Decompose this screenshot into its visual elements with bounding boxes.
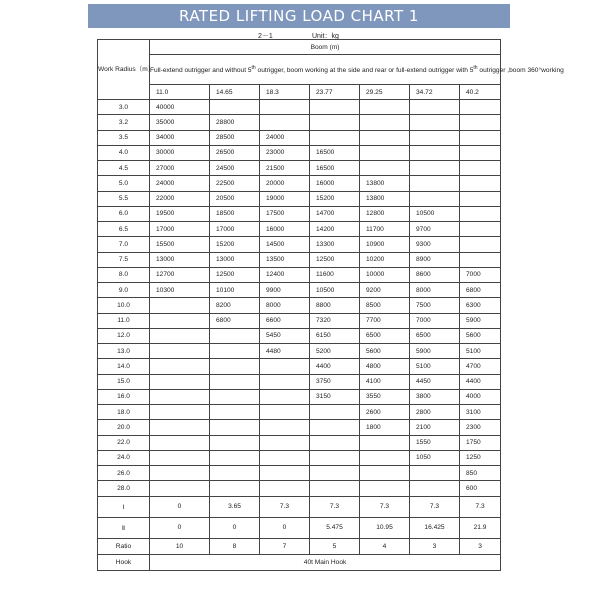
table-row — [98, 206, 501, 221]
load-cell — [410, 115, 460, 130]
load-cell — [360, 481, 410, 496]
load-cell — [210, 435, 260, 450]
load-cell: 4000 — [460, 389, 501, 404]
load-cell: 7320 — [310, 313, 360, 328]
load-cell — [460, 115, 501, 130]
boom-length-cell: 11.0 — [150, 85, 210, 100]
load-cell — [410, 130, 460, 145]
telescope-cell: 5.475 — [310, 517, 360, 538]
table-row — [98, 130, 501, 145]
load-cell — [210, 374, 260, 389]
working-condition-header: Full-extend outrigger and without 5th outrigger, boom working at the side and rear or full-extend outrigger with 5th outrigger ,boom 360°working — [150, 55, 501, 85]
load-cell: 22500 — [210, 176, 260, 191]
load-cell: 6600 — [260, 313, 310, 328]
hook-label: Hook — [98, 554, 150, 570]
load-cell: 5100 — [410, 359, 460, 374]
load-cell — [150, 344, 210, 359]
load-cell: 1050 — [410, 450, 460, 465]
load-cell: 22000 — [150, 191, 210, 206]
load-cell — [360, 435, 410, 450]
table-row — [98, 298, 501, 313]
load-cell: 9900 — [260, 283, 310, 298]
radius-cell: 6.0 — [98, 206, 150, 221]
load-cell — [410, 481, 460, 496]
ratio-cell: 8 — [210, 538, 260, 554]
table-row — [98, 481, 501, 496]
load-cell: 12500 — [310, 252, 360, 267]
ratio-cell: 4 — [360, 538, 410, 554]
radius-cell: 26.0 — [98, 466, 150, 481]
table-row — [98, 145, 501, 160]
load-cell: 9700 — [410, 222, 460, 237]
load-cell: 16500 — [310, 145, 360, 160]
load-cell: 7000 — [410, 313, 460, 328]
load-cell: 4100 — [360, 374, 410, 389]
ratio-row — [98, 538, 501, 554]
load-cell: 15200 — [310, 191, 360, 206]
load-cell: 2300 — [460, 420, 501, 435]
radius-header: Work Radius（m） — [98, 40, 150, 100]
load-cell: 11700 — [360, 222, 410, 237]
telescope-row — [98, 517, 501, 538]
boom-header: Boom (m) — [150, 40, 501, 55]
load-cell — [360, 130, 410, 145]
table-row — [98, 191, 501, 206]
load-cell: 16000 — [260, 222, 310, 237]
telescope-row — [98, 496, 501, 517]
load-cell — [150, 450, 210, 465]
load-cell: 5900 — [460, 313, 501, 328]
table-row — [98, 222, 501, 237]
load-cell: 8600 — [410, 267, 460, 282]
table-row — [98, 283, 501, 298]
load-cell: 17000 — [210, 222, 260, 237]
table-row — [98, 405, 501, 420]
load-cell: 15500 — [150, 237, 210, 252]
load-cell: 12800 — [360, 206, 410, 221]
load-cell — [460, 252, 501, 267]
radius-cell: 13.0 — [98, 344, 150, 359]
load-cell: 5200 — [310, 344, 360, 359]
table-row — [98, 267, 501, 282]
load-cell — [210, 466, 260, 481]
hook-value: 40t Main Hook — [150, 554, 501, 570]
load-cell: 13000 — [210, 252, 260, 267]
load-cell: 6300 — [460, 298, 501, 313]
telescope-cell: 7.3 — [410, 496, 460, 517]
load-cell — [150, 435, 210, 450]
load-cell: 7000 — [460, 267, 501, 282]
load-cell — [360, 145, 410, 160]
table-row — [98, 328, 501, 343]
telescope-cell: 10.95 — [360, 517, 410, 538]
telescope-cell: 3.65 — [210, 496, 260, 517]
load-cell: 34000 — [150, 130, 210, 145]
telescope-cell: 0 — [210, 517, 260, 538]
load-cell: 5600 — [460, 328, 501, 343]
table-row — [98, 252, 501, 267]
radius-cell: 5.5 — [98, 191, 150, 206]
load-cell: 10500 — [310, 283, 360, 298]
load-cell — [260, 405, 310, 420]
load-cell — [360, 450, 410, 465]
load-cell: 1750 — [460, 435, 501, 450]
load-cell — [260, 359, 310, 374]
table-row — [98, 344, 501, 359]
boom-length-cell: 34.72 — [410, 85, 460, 100]
load-cell: 4400 — [310, 359, 360, 374]
load-cell: 30000 — [150, 145, 210, 160]
ratio-cell: 3 — [410, 538, 460, 554]
load-cell — [210, 344, 260, 359]
load-cell — [150, 420, 210, 435]
load-cell: 28500 — [210, 130, 260, 145]
load-cell: 23000 — [260, 145, 310, 160]
load-cell — [260, 420, 310, 435]
table-row — [98, 115, 501, 130]
table-row — [98, 359, 501, 374]
load-cell — [460, 176, 501, 191]
load-cell — [210, 359, 260, 374]
load-cell: 1250 — [460, 450, 501, 465]
load-cell — [410, 100, 460, 115]
load-cell: 600 — [460, 481, 501, 496]
load-cell — [460, 237, 501, 252]
load-cell: 35000 — [150, 115, 210, 130]
boom-length-cell: 14.65 — [210, 85, 260, 100]
radius-cell: 28.0 — [98, 481, 150, 496]
telescope-label: Ⅱ — [98, 517, 150, 538]
hook-row — [98, 554, 501, 570]
load-cell: 10200 — [360, 252, 410, 267]
load-cell: 15200 — [210, 237, 260, 252]
radius-cell: 8.0 — [98, 267, 150, 282]
load-cell — [410, 466, 460, 481]
load-cell: 24500 — [210, 161, 260, 176]
boom-length-cell: 40.2 — [460, 85, 501, 100]
load-cell: 20500 — [210, 191, 260, 206]
load-cell: 13000 — [150, 252, 210, 267]
boom-length-cell: 29.25 — [360, 85, 410, 100]
radius-cell: 11.0 — [98, 313, 150, 328]
telescope-cell: 0 — [150, 517, 210, 538]
boom-length-cell: 23.77 — [310, 85, 360, 100]
load-cell — [150, 313, 210, 328]
load-cell — [460, 161, 501, 176]
load-cell — [210, 420, 260, 435]
load-cell: 6800 — [210, 313, 260, 328]
radius-cell: 4.0 — [98, 145, 150, 160]
load-cell — [150, 328, 210, 343]
load-cell — [460, 130, 501, 145]
load-cell: 5900 — [410, 344, 460, 359]
load-cell: 10500 — [410, 206, 460, 221]
load-cell: 10000 — [360, 267, 410, 282]
telescope-cell: 21.9 — [460, 517, 501, 538]
load-cell: 4800 — [360, 359, 410, 374]
load-cell: 17500 — [260, 206, 310, 221]
load-cell: 11600 — [310, 267, 360, 282]
load-cell: 7500 — [410, 298, 460, 313]
load-cell: 8500 — [360, 298, 410, 313]
load-cell — [310, 405, 360, 420]
load-cell — [410, 191, 460, 206]
load-cell: 16500 — [310, 161, 360, 176]
load-cell: 6150 — [310, 328, 360, 343]
load-cell: 850 — [460, 466, 501, 481]
radius-cell: 22.0 — [98, 435, 150, 450]
load-cell — [210, 405, 260, 420]
load-cell — [150, 298, 210, 313]
load-cell: 4450 — [410, 374, 460, 389]
load-cell: 2600 — [360, 405, 410, 420]
load-cell: 5100 — [460, 344, 501, 359]
load-cell: 3150 — [310, 389, 360, 404]
table-row — [98, 100, 501, 115]
table-row — [98, 237, 501, 252]
ratio-cell: 7 — [260, 538, 310, 554]
table-row — [98, 313, 501, 328]
load-cell — [150, 359, 210, 374]
radius-cell: 3.2 — [98, 115, 150, 130]
load-cell — [410, 161, 460, 176]
load-cell — [410, 176, 460, 191]
load-cell — [360, 100, 410, 115]
load-cell — [150, 374, 210, 389]
load-cell: 26500 — [210, 145, 260, 160]
load-cell: 1550 — [410, 435, 460, 450]
load-cell: 28800 — [210, 115, 260, 130]
load-cell: 4700 — [460, 359, 501, 374]
table-row — [98, 435, 501, 450]
load-cell — [260, 374, 310, 389]
load-cell — [310, 100, 360, 115]
load-cell — [360, 161, 410, 176]
table-row — [98, 176, 501, 191]
radius-cell: 18.0 — [98, 405, 150, 420]
load-cell — [260, 100, 310, 115]
load-cell: 1800 — [360, 420, 410, 435]
telescope-cell: 7.3 — [260, 496, 310, 517]
load-cell — [150, 481, 210, 496]
load-cell: 3100 — [460, 405, 501, 420]
load-cell: 21500 — [260, 161, 310, 176]
load-cell: 5600 — [360, 344, 410, 359]
load-cell — [360, 115, 410, 130]
ratio-cell: 10 — [150, 538, 210, 554]
load-cell — [260, 450, 310, 465]
load-cell: 13500 — [260, 252, 310, 267]
load-cell: 8900 — [410, 252, 460, 267]
load-cell — [210, 328, 260, 343]
radius-cell: 3.5 — [98, 130, 150, 145]
telescope-cell: 7.3 — [310, 496, 360, 517]
load-cell: 40000 — [150, 100, 210, 115]
load-cell: 8000 — [260, 298, 310, 313]
load-cell — [410, 145, 460, 160]
table-row — [98, 420, 501, 435]
telescope-cell: 0 — [260, 517, 310, 538]
load-cell: 12500 — [210, 267, 260, 282]
chart-title-banner — [88, 4, 510, 28]
load-cell: 8800 — [310, 298, 360, 313]
load-cell: 14500 — [260, 237, 310, 252]
radius-cell: 15.0 — [98, 374, 150, 389]
ratio-label: Ratio — [98, 538, 150, 554]
load-cell: 6500 — [410, 328, 460, 343]
radius-cell: 7.5 — [98, 252, 150, 267]
radius-cell: 16.0 — [98, 389, 150, 404]
load-cell: 10900 — [360, 237, 410, 252]
table-row — [98, 450, 501, 465]
telescope-cell: 0 — [150, 496, 210, 517]
table-row — [98, 466, 501, 481]
load-cell: 14700 — [310, 206, 360, 221]
load-cell: 6800 — [460, 283, 501, 298]
telescope-cell: 7.3 — [360, 496, 410, 517]
radius-cell: 12.0 — [98, 328, 150, 343]
load-cell — [210, 100, 260, 115]
load-cell — [460, 100, 501, 115]
load-cell: 18500 — [210, 206, 260, 221]
load-cell — [310, 435, 360, 450]
load-cell: 12400 — [260, 267, 310, 282]
load-cell: 10100 — [210, 283, 260, 298]
load-cell — [460, 206, 501, 221]
load-table-body — [98, 100, 501, 571]
load-cell — [260, 466, 310, 481]
load-cell: 8000 — [410, 283, 460, 298]
load-cell — [460, 191, 501, 206]
load-cell: 3550 — [360, 389, 410, 404]
radius-cell: 4.5 — [98, 161, 150, 176]
load-cell — [460, 145, 501, 160]
load-cell: 12700 — [150, 267, 210, 282]
table-row — [98, 389, 501, 404]
load-cell — [260, 435, 310, 450]
radius-cell: 7.0 — [98, 237, 150, 252]
load-cell: 8200 — [210, 298, 260, 313]
load-cell: 13300 — [310, 237, 360, 252]
load-cell — [150, 466, 210, 481]
load-cell: 2800 — [410, 405, 460, 420]
radius-cell: 6.5 — [98, 222, 150, 237]
ratio-cell: 3 — [460, 538, 501, 554]
load-cell — [310, 420, 360, 435]
load-cell — [260, 115, 310, 130]
load-cell — [310, 481, 360, 496]
load-cell — [210, 389, 260, 404]
load-chart-table — [97, 39, 564, 571]
load-cell: 14200 — [310, 222, 360, 237]
load-cell — [150, 405, 210, 420]
ratio-cell: 5 — [310, 538, 360, 554]
radius-cell: 9.0 — [98, 283, 150, 298]
chart-subline — [0, 31, 600, 39]
load-cell — [310, 115, 360, 130]
load-cell — [460, 222, 501, 237]
load-cell: 13800 — [360, 191, 410, 206]
load-cell: 10300 — [150, 283, 210, 298]
load-cell: 17000 — [150, 222, 210, 237]
load-cell: 20000 — [260, 176, 310, 191]
load-cell: 6500 — [360, 328, 410, 343]
load-cell: 4400 — [460, 374, 501, 389]
load-cell: 4480 — [260, 344, 310, 359]
load-cell: 9300 — [410, 237, 460, 252]
load-cell: 2100 — [410, 420, 460, 435]
load-cell — [360, 466, 410, 481]
telescope-cell: 7.3 — [460, 496, 501, 517]
chart-number: 2－1 — [258, 33, 273, 40]
table-row — [98, 161, 501, 176]
boom-length-row — [98, 85, 501, 100]
radius-cell: 3.0 — [98, 100, 150, 115]
load-cell — [310, 130, 360, 145]
load-cell — [210, 450, 260, 465]
load-cell: 9200 — [360, 283, 410, 298]
load-cell — [310, 450, 360, 465]
radius-cell: 24.0 — [98, 450, 150, 465]
load-cell: 24000 — [260, 130, 310, 145]
load-cell: 3800 — [410, 389, 460, 404]
radius-cell: 5.0 — [98, 176, 150, 191]
load-cell: 13800 — [360, 176, 410, 191]
load-cell: 19500 — [150, 206, 210, 221]
radius-cell: 14.0 — [98, 359, 150, 374]
load-cell: 3750 — [310, 374, 360, 389]
load-cell: 27000 — [150, 161, 210, 176]
table-row — [98, 374, 501, 389]
load-cell — [260, 389, 310, 404]
load-cell — [210, 481, 260, 496]
load-cell: 24000 — [150, 176, 210, 191]
load-cell: 7700 — [360, 313, 410, 328]
load-cell: 19000 — [260, 191, 310, 206]
radius-cell: 10.0 — [98, 298, 150, 313]
chart-title: RATED LIFTING LOAD CHART 1 — [179, 7, 419, 25]
radius-cell: 20.0 — [98, 420, 150, 435]
load-cell — [310, 466, 360, 481]
boom-length-cell: 18.3 — [260, 85, 310, 100]
telescope-cell: 16.425 — [410, 517, 460, 538]
unit-label: Unit：kg — [312, 33, 339, 40]
load-cell: 16000 — [310, 176, 360, 191]
load-cell: 5450 — [260, 328, 310, 343]
telescope-label: Ⅰ — [98, 496, 150, 517]
load-cell — [260, 481, 310, 496]
load-cell — [150, 389, 210, 404]
